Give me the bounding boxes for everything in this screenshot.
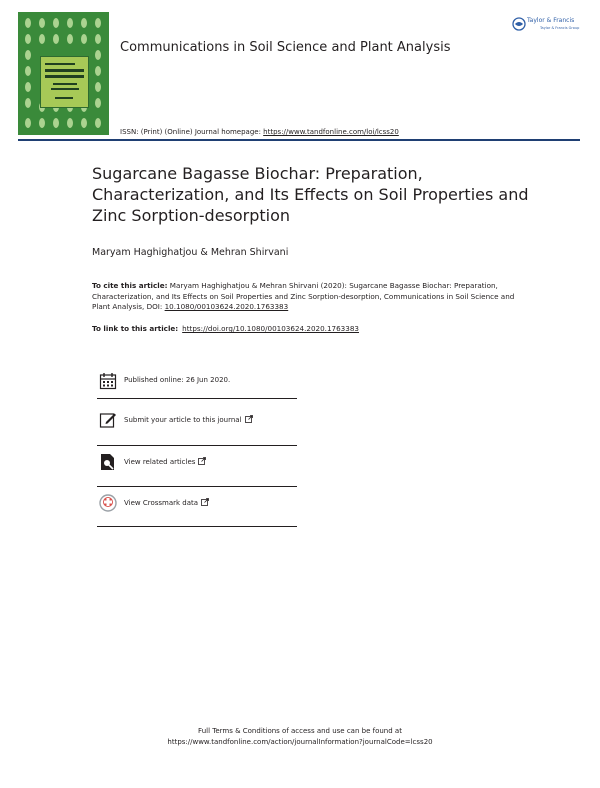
issn-text: ISSN: (Print) (Online) Journal homepage:	[120, 128, 264, 136]
crossmark-label: View Crossmark data	[124, 499, 199, 507]
article-link-url[interactable]: https://doi.org/10.1080/00103624.2020.1763383	[182, 324, 359, 333]
citation-block	[92, 281, 522, 313]
external-link-icon	[198, 457, 206, 465]
submit-article-link[interactable]	[124, 415, 253, 424]
journal-homepage-link[interactable]: https://www.tandfonline.com/loi/lcss20	[263, 128, 399, 136]
search-document-icon	[99, 453, 117, 471]
crossmark-icon	[99, 494, 117, 512]
footer-terms	[0, 726, 600, 748]
footer-terms-link[interactable]: https://www.tandfonline.com/action/journalInformation?journalCode=lcss20	[167, 738, 433, 746]
submit-article-label: Submit your article to this journal	[124, 416, 242, 424]
related-articles-label: View related articles	[124, 458, 196, 466]
publisher-logo-subtext: Taylor & Francis Group	[540, 26, 580, 30]
calendar-icon	[99, 372, 117, 390]
related-articles-link[interactable]	[124, 457, 206, 466]
article-link-block	[92, 324, 359, 333]
journal-title: Communications in Soil Science and Plant Analysis	[120, 40, 451, 55]
citation-text: Maryam Haghighatjou & Mehran Shirvani (2020): Sugarcane Bagasse Biochar: Preparation, Characterization, and Its Effects on Soil Properties and Zinc Sorption-desorption, Communications in Soil Science and Plant Analysis, DOI:	[92, 281, 515, 311]
footer-terms-text: Full Terms & Conditions of access and use can be found at	[198, 727, 402, 735]
article-authors: Maryam Haghighatjou & Mehran Shirvani	[92, 247, 289, 258]
article-title: Sugarcane Bagasse Biochar: Preparation, Characterization, and Its Effects on Soil Properties and Zinc Sorption-desorption	[92, 164, 529, 225]
citation-label: To cite this article:	[92, 281, 168, 290]
edit-icon	[99, 411, 117, 429]
row-divider	[97, 486, 297, 487]
header-divider	[18, 139, 580, 141]
row-divider	[97, 526, 297, 527]
crossmark-link[interactable]	[124, 498, 209, 507]
article-link-label: To link to this article:	[92, 324, 179, 333]
published-online-label: Published online: 26 Jun 2020.	[124, 376, 231, 384]
external-link-icon	[201, 498, 209, 506]
cover-title-panel	[40, 56, 89, 108]
issn-line	[120, 128, 399, 136]
external-link-icon	[245, 415, 253, 423]
row-divider	[97, 398, 297, 399]
doi-link[interactable]: 10.1080/00103624.2020.1763383	[164, 302, 289, 311]
publisher-logo-text: Taylor & Francis	[527, 17, 575, 24]
row-divider	[97, 445, 297, 446]
journal-cover-image	[18, 12, 109, 135]
